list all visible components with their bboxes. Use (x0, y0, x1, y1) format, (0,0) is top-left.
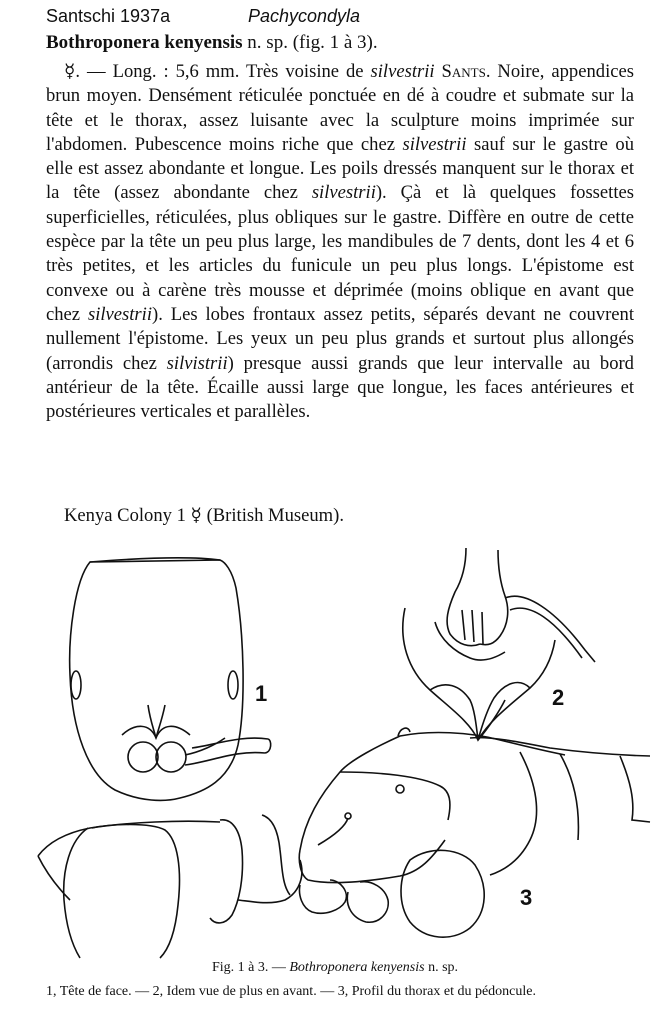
description-paragraph: ☿. — Long. : 5,6 mm. Très voisine de silvestrii Sants. Noire, appendices brun moyen. Densément réticulée ponctuée en dé à coudre et submate sur la tête et le thorax, assez luisante avec la sculpture moins imprimée sur l'abdomen. Pubescence moins riche que chez silvestrii sauf sur le gastre où elle est assez abondante et longue. Les poils dressés manquent sur le thorax et la tête (assez abondante chez silvestrii). Çà et là quelques fossettes superficielles, réticulées, plus obliques sur le gastre. Diffère en outre de cette espèce par la tête un peu plus large, les mandibules de 7 dents, dont les 4 et 6 très petites, et les articles du funicule un peu plus longs. L'épistome est convexe ou à carène très mousse et déprimée (moins oblique en avant que chez silvestrii). Les lobes frontaux assez petits, séparés devant ne couvrent nullement l'épistome. Les yeux un peu plus grands et surtout plus allongés (arrondis chez silvistrii) presque aussi grands que leur intervalle au bord antérieur de la tête. Écaille aussi large que longue, les faces antérieures et postérieures verticales et parallèles. (46, 61, 635, 423)
species-name: Bothroponera kenyensis (46, 32, 243, 53)
figure-1-label: 1 (255, 681, 268, 706)
figure-3-label: 3 (520, 885, 533, 910)
species-heading (46, 32, 646, 54)
figure-legend: 1, Tête de face. — 2, Idem vue de plus en avant. — 3, Profil du thorax et du pédoncule. (46, 984, 536, 999)
figure-plate (0, 540, 670, 960)
figure-2-head-anterior-drawing (403, 548, 595, 740)
figure-drawings (0, 540, 670, 960)
type-locality: Kenya Colony 1 ☿ (British Museum). (64, 505, 344, 526)
figure-caption: Fig. 1 à 3. — Bothroponera kenyensis n. sp. (211, 960, 459, 975)
caption-species: Bothroponera kenyensis (289, 960, 425, 975)
running-header-genus: Pachycondyla (248, 6, 361, 26)
figure-2-label: 2 (552, 685, 565, 710)
species-description (46, 60, 634, 424)
running-header-author: Santschi 1937a (46, 6, 171, 26)
figure-1-head-drawing (70, 558, 271, 801)
species-heading-rest: n. sp. (fig. 1 à 3). (242, 32, 378, 53)
